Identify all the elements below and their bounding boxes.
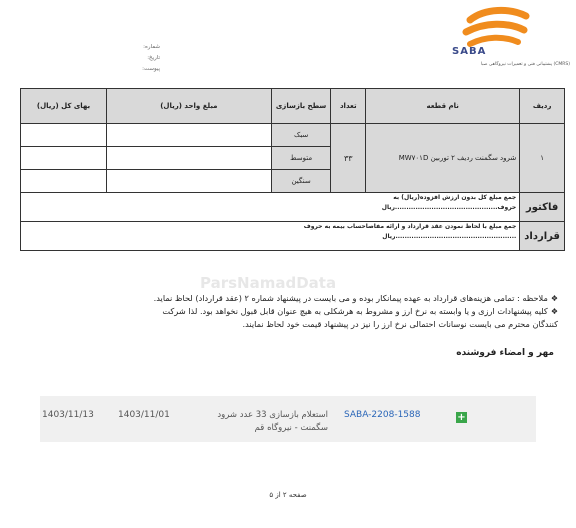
invoice-label: فاکتور <box>520 193 565 222</box>
bullet-icon: ❖ <box>550 294 558 303</box>
note-currency: ❖کلیه پیشنهادات ارزی و یا وابسته به نرخ ارز و مشروط به هرشکلی به هیچ عنوان قابل قبول نخواهد بود. لذا شرکت <box>162 306 558 316</box>
tender-code-link[interactable]: SABA-2208-1588 <box>344 410 421 420</box>
watermark: ParsNamadData <box>200 274 337 292</box>
header-number-field: شماره: <box>143 44 160 50</box>
invoice-words: حروف.............................................ریال <box>381 204 517 211</box>
quotation-table <box>20 88 565 251</box>
item-row-number: ۱ <box>520 124 565 193</box>
logo-subtitle: پشتیبانی فنی و تعمیرات نیروگاهی صبا (CMRS) <box>480 62 570 67</box>
invoice-text: جمع مبلغ کل بدون ارزش افزوده(ریال) به <box>393 194 517 201</box>
expand-plus-icon[interactable]: + <box>457 412 466 423</box>
level-heavy: سنگین <box>271 170 331 193</box>
item-part-name: شرود سگمنت ردیف ۲ توربین MW۷۰۱D <box>366 124 520 193</box>
seller-signature-label: مهر و امضاء فروشنده <box>456 348 554 358</box>
saba-logo <box>430 6 560 68</box>
contract-label: قرارداد <box>520 222 565 251</box>
note-currency-cont: کنندگان محترم می بایست نوسانات احتمالی نرخ ارز را نیز در پیشنهاد قیمت خود لحاظ نمایند. <box>242 319 558 329</box>
level-medium: متوسط <box>271 147 331 170</box>
logo-name: SABA <box>452 46 487 57</box>
tender-title: استعلام بازسازی 33 عدد شرود سگمنت - نیروگاه قم <box>217 410 328 433</box>
contract-text: جمع مبلغ با لحاظ نمودن عقد قرارداد و ارائه مفاصاحساب بیمه به حروف <box>303 223 517 230</box>
bullet-icon: ❖ <box>550 307 558 316</box>
page-footer: صفحه ۲ از ۵ <box>269 491 307 499</box>
level-light: سبک <box>271 124 331 147</box>
total-heavy[interactable] <box>21 170 107 193</box>
contract-total-cell[interactable] <box>21 222 520 251</box>
total-light[interactable] <box>21 124 107 147</box>
unit-price-light[interactable] <box>107 124 272 147</box>
item-quantity: ۳۳ <box>331 124 366 193</box>
col-level-header: سطح بازسازی <box>271 89 331 124</box>
tender-start-date: 1403/11/01 <box>118 410 170 420</box>
col-row-header: ردیف <box>520 89 565 124</box>
header-attachment-field: پیوست: <box>142 66 160 72</box>
col-unit-price-header: مبلغ واحد (ریال) <box>107 89 272 124</box>
col-qty-header: تعداد <box>331 89 366 124</box>
total-medium[interactable] <box>21 147 107 170</box>
col-total-header: بهای کل (ریال) <box>21 89 107 124</box>
note-remark: ❖ملاحظه : تمامی هزینه‌های قرارداد به عهده پیمانکار بوده و می بایست در پیشنهاد شماره ۲ (عقد قرارداد) لحاظ نماید. <box>153 293 558 303</box>
unit-price-medium[interactable] <box>107 147 272 170</box>
header-date-field: تاریخ: <box>147 55 160 61</box>
invoice-total-cell[interactable] <box>21 193 520 222</box>
tender-end-date: 1403/11/13 <box>42 410 94 420</box>
col-part-header: نام قطعه <box>366 89 520 124</box>
contract-words: .....................................................ریال <box>382 233 517 240</box>
unit-price-heavy[interactable] <box>107 170 272 193</box>
